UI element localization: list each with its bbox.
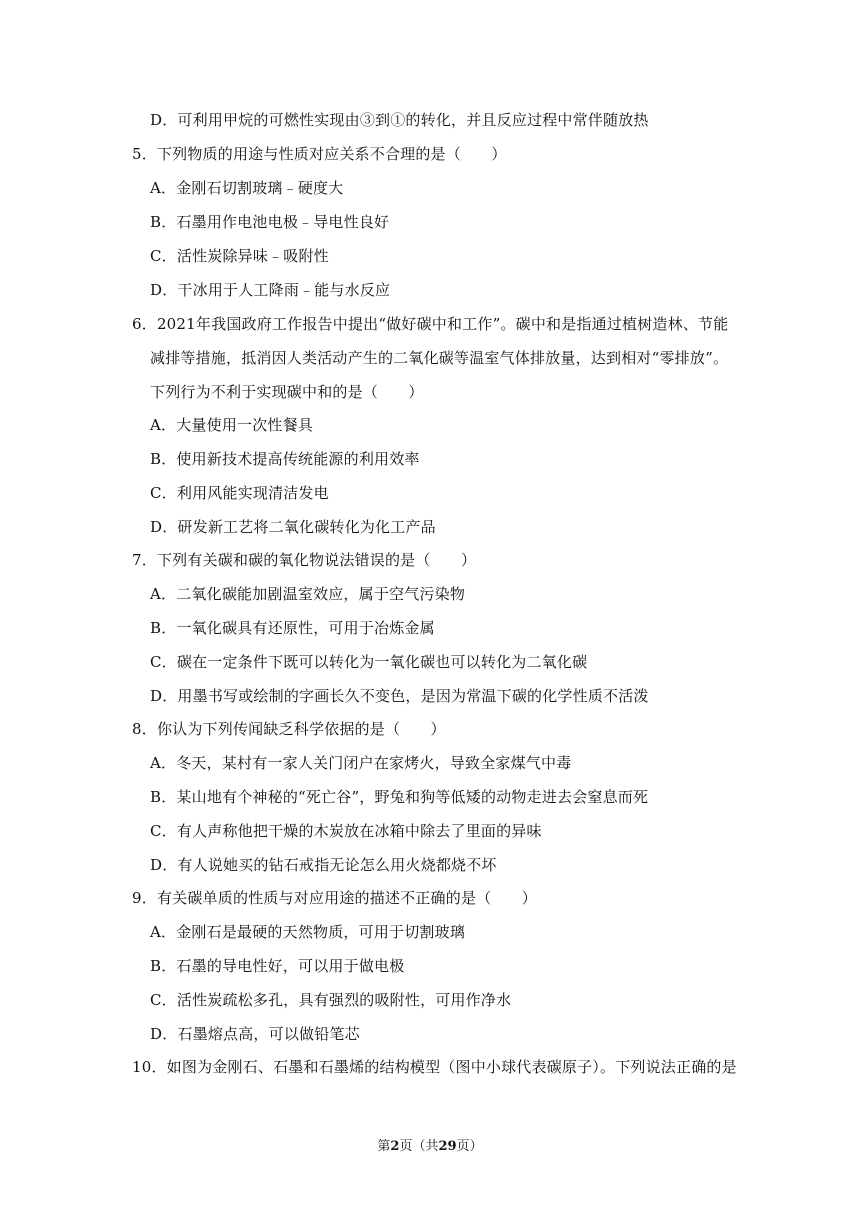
footer-suffix: 页） (456, 1139, 483, 1154)
q6-option-c: C．利用风能实现清洁发电 (150, 484, 329, 502)
q9-option-c: C．活性炭疏松多孔，具有强烈的吸附性，可用作净水 (150, 991, 512, 1009)
q5-option-a: A．金刚石切割玻璃﹣硬度大 (150, 179, 344, 197)
q10-stem: 10．如图为金刚石、石墨和石墨烯的结构模型（图中小球代表碳原子）。下列说法正确的是 (132, 1058, 737, 1076)
page-footer (0, 1138, 860, 1156)
footer-prefix: 第 (377, 1139, 391, 1154)
q7-option-a: A．二氧化碳能加剧温室效应，属于空气污染物 (150, 585, 466, 603)
q7-option-b: B．一氧化碳具有还原性，可用于冶炼金属 (150, 619, 435, 637)
q6-stem-line-2: 减排等措施，抵消因人类活动产生的二氧化碳等温室气体排放量，达到相对“零排放”。 (150, 349, 729, 367)
footer-page-number: 2 (390, 1139, 400, 1154)
q6-option-d: D．研发新工艺将二氧化碳转化为化工产品 (150, 518, 436, 536)
footer-total-pages: 29 (438, 1139, 457, 1154)
q6-option-b: B．使用新技术提高传统能源的利用效率 (150, 450, 420, 468)
q7-stem: 7．下列有关碳和碳的氧化物说法错误的是（ ） (132, 551, 477, 569)
q5-option-c: C．活性炭除异味﹣吸附性 (150, 247, 329, 265)
q8-option-d: D．有人说她买的钻石戒指无论怎么用火烧都烧不坏 (150, 856, 497, 874)
q6-stem-line-1: 6．2021年我国政府工作报告中提出“做好碳中和工作”。碳中和是指通过植树造林、节能 (132, 315, 729, 333)
q6-option-a: A．大量使用一次性餐具 (150, 416, 314, 434)
q7-option-c: C．碳在一定条件下既可以转化为一氧化碳也可以转化为二氧化碳 (150, 653, 588, 671)
q8-option-c: C．有人声称他把干燥的木炭放在冰箱中除去了里面的异味 (150, 822, 542, 840)
q8-option-a: A．冬天，某村有一家人关门闭户在家烤火，导致全家煤气中毒 (150, 754, 572, 772)
q8-option-b: B．某山地有个神秘的“死亡谷”，野兔和狗等低矮的动物走进去会窒息而死 (150, 788, 649, 806)
q9-option-a: A．金刚石是最硬的天然物质，可用于切割玻璃 (150, 923, 466, 941)
q5-option-b: B．石墨用作电池电极﹣导电性良好 (150, 213, 390, 231)
q9-stem: 9．有关碳单质的性质与对应用途的描述不正确的是（ ） (132, 889, 537, 907)
footer-middle: 页（共 (399, 1139, 439, 1154)
q9-option-b: B．石墨的导电性好，可以用于做电极 (150, 957, 405, 975)
q4-option-d: D．可利用甲烷的可燃性实现由③到①的转化，并且反应过程中常伴随放热 (150, 111, 649, 129)
q5-option-d: D．干冰用于人工降雨﹣能与水反应 (150, 281, 391, 299)
q9-option-d: D．石墨熔点高，可以做铅笔芯 (150, 1025, 360, 1043)
q5-stem: 5．下列物质的用途与性质对应关系不合理的是（ ） (132, 145, 507, 163)
q7-option-d: D．用墨书写或绘制的字画长久不变色，是因为常温下碳的化学性质不活泼 (150, 687, 649, 705)
q8-stem: 8．你认为下列传闻缺乏科学依据的是（ ） (132, 720, 446, 738)
q6-stem-line-3: 下列行为不利于实现碳中和的是（ ） (150, 383, 424, 401)
